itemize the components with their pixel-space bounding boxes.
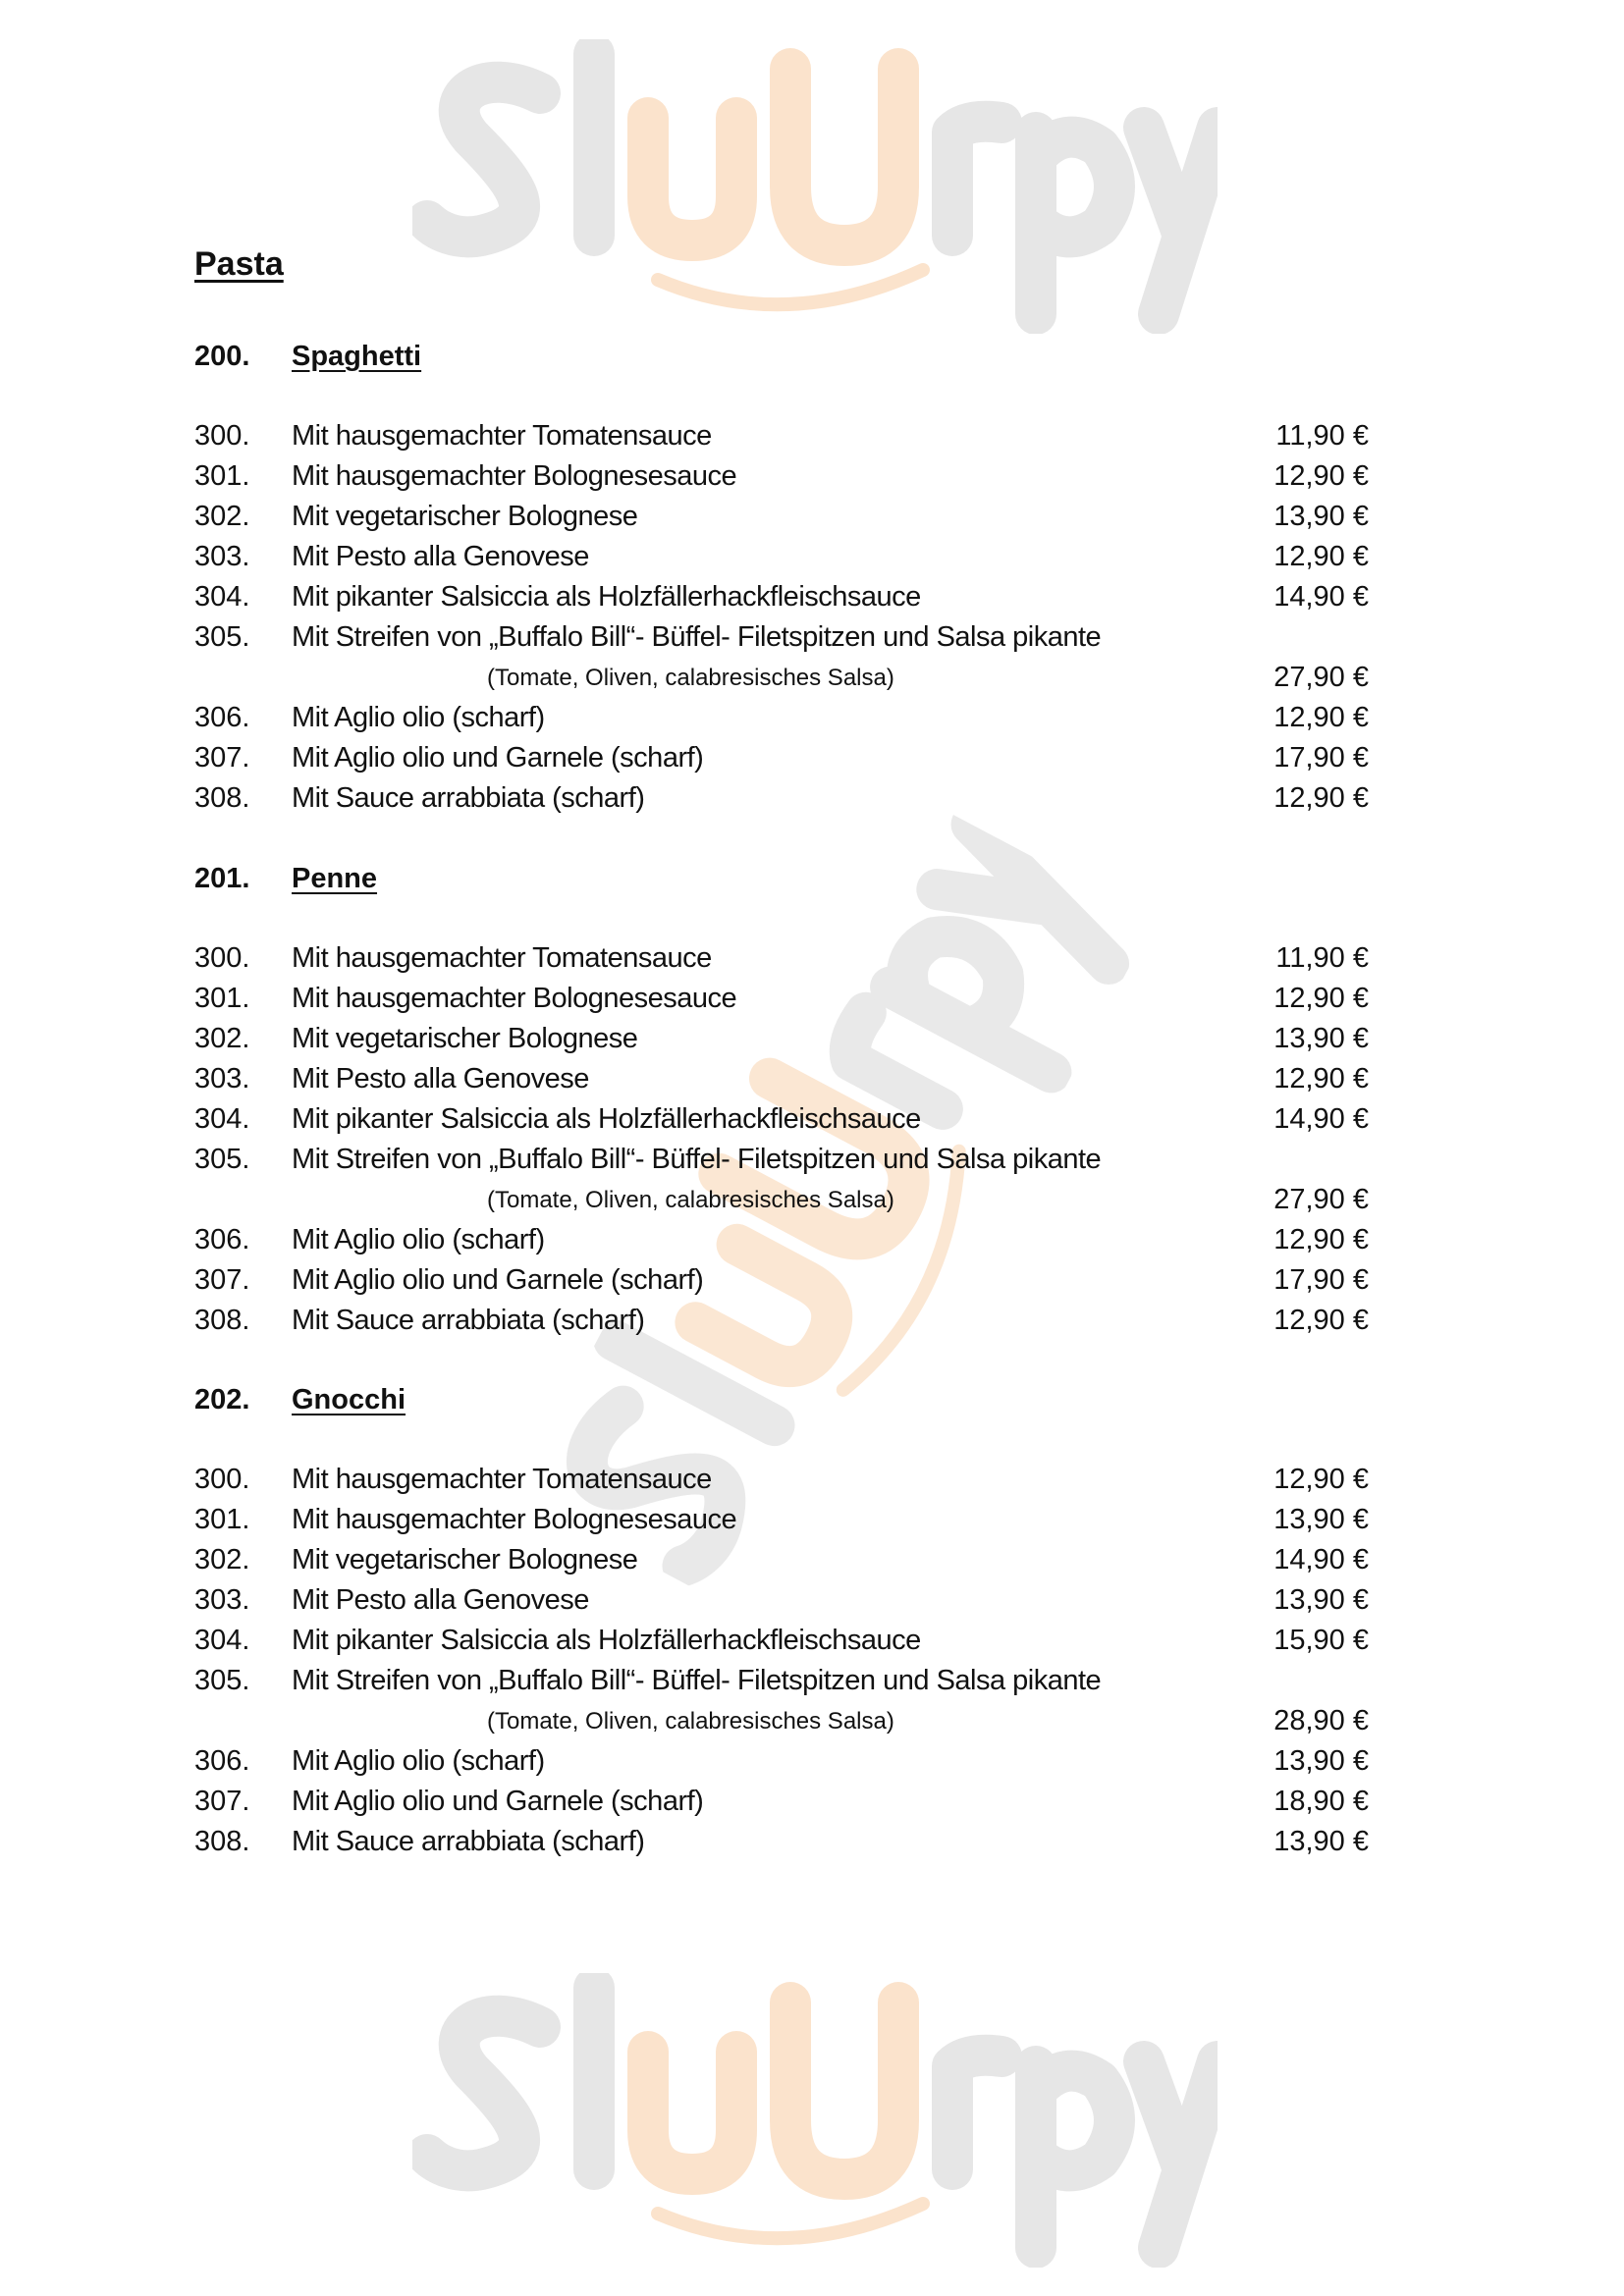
item-price: 12,90 € bbox=[1273, 460, 1369, 492]
item-price: 12,90 € bbox=[1273, 702, 1369, 733]
watermark-logo bbox=[412, 1973, 1218, 2268]
item-name: Mit vegetarischer Bolognese bbox=[292, 1023, 638, 1054]
item-name: Mit Sauce arrabbiata (scharf) bbox=[292, 782, 645, 814]
item-number: 307. bbox=[194, 1264, 250, 1296]
menu-section bbox=[194, 1380, 1369, 1862]
item-price: 14,90 € bbox=[1273, 581, 1369, 613]
item-price: 17,90 € bbox=[1273, 1264, 1369, 1296]
item-name: Mit Sauce arrabbiata (scharf) bbox=[292, 1305, 645, 1336]
item-number: 308. bbox=[194, 782, 250, 814]
item-number: 303. bbox=[194, 541, 250, 572]
menu-item bbox=[194, 938, 1369, 979]
menu-item bbox=[194, 617, 1369, 658]
section-name: Penne bbox=[292, 863, 378, 894]
menu-item bbox=[194, 1500, 1369, 1540]
menu-item bbox=[194, 698, 1369, 738]
item-number: 306. bbox=[194, 1745, 250, 1777]
menu-section bbox=[194, 859, 1369, 1341]
menu-item-note-row bbox=[194, 658, 1369, 698]
menu-item bbox=[194, 778, 1369, 819]
item-price: 12,90 € bbox=[1273, 541, 1369, 572]
item-number: 304. bbox=[194, 1103, 250, 1135]
item-price: 14,90 € bbox=[1273, 1544, 1369, 1575]
item-number: 305. bbox=[194, 621, 250, 653]
item-price: 28,90 € bbox=[1273, 1705, 1369, 1736]
item-number: 302. bbox=[194, 1544, 250, 1575]
menu-item bbox=[194, 1782, 1369, 1822]
item-price: 17,90 € bbox=[1273, 742, 1369, 774]
item-number: 305. bbox=[194, 1144, 250, 1175]
item-price: 13,90 € bbox=[1273, 1023, 1369, 1054]
menu-item bbox=[194, 416, 1369, 456]
item-name: Mit Pesto alla Genovese bbox=[292, 1063, 589, 1095]
item-name: Mit pikanter Salsiccia als Holzfällerhackfleischsauce bbox=[292, 1625, 921, 1656]
item-number: 303. bbox=[194, 1584, 250, 1616]
item-number: 304. bbox=[194, 1625, 250, 1656]
item-number: 304. bbox=[194, 581, 250, 613]
section-heading bbox=[194, 1380, 1369, 1420]
section-number: 201. bbox=[194, 863, 250, 894]
section-name: Spaghetti bbox=[292, 341, 422, 372]
item-name: Mit vegetarischer Bolognese bbox=[292, 1544, 638, 1575]
item-name: Mit Sauce arrabbiata (scharf) bbox=[292, 1826, 645, 1857]
menu-item bbox=[194, 497, 1369, 537]
menu-item bbox=[194, 1140, 1369, 1180]
menu-item bbox=[194, 577, 1369, 617]
menu-item bbox=[194, 1661, 1369, 1701]
item-price: 12,90 € bbox=[1273, 1464, 1369, 1495]
menu-item bbox=[194, 1822, 1369, 1862]
item-number: 300. bbox=[194, 420, 250, 452]
menu-item bbox=[194, 1621, 1369, 1661]
item-number: 300. bbox=[194, 1464, 250, 1495]
item-note: (Tomate, Oliven, calabresisches Salsa) bbox=[487, 665, 894, 691]
menu-item bbox=[194, 1540, 1369, 1580]
item-price: 12,90 € bbox=[1273, 983, 1369, 1014]
menu-item bbox=[194, 1460, 1369, 1500]
item-name: Mit hausgemachter Bolognesesauce bbox=[292, 983, 737, 1014]
item-number: 308. bbox=[194, 1826, 250, 1857]
item-price: 27,90 € bbox=[1273, 1184, 1369, 1215]
item-price: 13,90 € bbox=[1273, 501, 1369, 532]
menu-section bbox=[194, 337, 1369, 819]
item-number: 308. bbox=[194, 1305, 250, 1336]
item-name: Mit Aglio olio und Garnele (scharf) bbox=[292, 1786, 704, 1817]
item-number: 305. bbox=[194, 1665, 250, 1696]
item-price: 12,90 € bbox=[1273, 782, 1369, 814]
menu-item-note-row bbox=[194, 1180, 1369, 1220]
section-heading bbox=[194, 859, 1369, 899]
item-name: Mit Aglio olio und Garnele (scharf) bbox=[292, 742, 704, 774]
menu-item bbox=[194, 979, 1369, 1019]
item-price: 13,90 € bbox=[1273, 1504, 1369, 1535]
menu-item bbox=[194, 1099, 1369, 1140]
item-price: 13,90 € bbox=[1273, 1745, 1369, 1777]
item-note: (Tomate, Oliven, calabresisches Salsa) bbox=[487, 1708, 894, 1735]
item-number: 307. bbox=[194, 742, 250, 774]
item-number: 301. bbox=[194, 460, 250, 492]
section-name: Gnocchi bbox=[292, 1384, 406, 1415]
menu-item bbox=[194, 1059, 1369, 1099]
item-price: 12,90 € bbox=[1273, 1224, 1369, 1255]
menu-item bbox=[194, 1301, 1369, 1341]
item-name: Mit pikanter Salsiccia als Holzfällerhackfleischsauce bbox=[292, 1103, 921, 1135]
item-number: 306. bbox=[194, 1224, 250, 1255]
item-price: 27,90 € bbox=[1273, 662, 1369, 693]
item-name: Mit hausgemachter Tomatensauce bbox=[292, 420, 712, 452]
menu-item bbox=[194, 1580, 1369, 1621]
item-name: Mit hausgemachter Tomatensauce bbox=[292, 942, 712, 974]
item-name: Mit Pesto alla Genovese bbox=[292, 541, 589, 572]
item-price: 13,90 € bbox=[1273, 1826, 1369, 1857]
section-number: 202. bbox=[194, 1384, 250, 1415]
item-name: Mit hausgemachter Tomatensauce bbox=[292, 1464, 712, 1495]
item-number: 301. bbox=[194, 1504, 250, 1535]
item-name: Mit Pesto alla Genovese bbox=[292, 1584, 589, 1616]
menu-item bbox=[194, 1260, 1369, 1301]
item-number: 303. bbox=[194, 1063, 250, 1095]
item-name: Mit Streifen von „Buffalo Bill“- Büffel- Filetspitzen und Salsa pikante bbox=[292, 1144, 1102, 1175]
item-name: Mit hausgemachter Bolognesesauce bbox=[292, 460, 737, 492]
item-name: Mit Aglio olio und Garnele (scharf) bbox=[292, 1264, 704, 1296]
item-name: Mit pikanter Salsiccia als Holzfällerhackfleischsauce bbox=[292, 581, 921, 613]
item-price: 12,90 € bbox=[1273, 1305, 1369, 1336]
item-number: 307. bbox=[194, 1786, 250, 1817]
item-name: Mit vegetarischer Bolognese bbox=[292, 501, 638, 532]
menu-item bbox=[194, 537, 1369, 577]
item-name: Mit Streifen von „Buffalo Bill“- Büffel- Filetspitzen und Salsa pikante bbox=[292, 621, 1102, 653]
item-price: 14,90 € bbox=[1273, 1103, 1369, 1135]
watermark-logo bbox=[412, 39, 1218, 334]
menu-item bbox=[194, 456, 1369, 497]
item-name: Mit Streifen von „Buffalo Bill“- Büffel- Filetspitzen und Salsa pikante bbox=[292, 1665, 1102, 1696]
menu-item bbox=[194, 1220, 1369, 1260]
item-price: 11,90 € bbox=[1275, 942, 1369, 974]
item-name: Mit Aglio olio (scharf) bbox=[292, 702, 545, 733]
item-price: 12,90 € bbox=[1273, 1063, 1369, 1095]
item-number: 301. bbox=[194, 983, 250, 1014]
menu-item bbox=[194, 1741, 1369, 1782]
page-title: Pasta bbox=[194, 245, 284, 283]
item-number: 302. bbox=[194, 501, 250, 532]
item-name: Mit hausgemachter Bolognesesauce bbox=[292, 1504, 737, 1535]
item-price: 15,90 € bbox=[1273, 1625, 1369, 1656]
item-number: 306. bbox=[194, 702, 250, 733]
item-price: 18,90 € bbox=[1273, 1786, 1369, 1817]
menu-item bbox=[194, 738, 1369, 778]
item-name: Mit Aglio olio (scharf) bbox=[292, 1224, 545, 1255]
item-name: Mit Aglio olio (scharf) bbox=[292, 1745, 545, 1777]
item-number: 300. bbox=[194, 942, 250, 974]
item-price: 11,90 € bbox=[1275, 420, 1369, 452]
item-price: 13,90 € bbox=[1273, 1584, 1369, 1616]
section-number: 200. bbox=[194, 341, 250, 372]
section-heading bbox=[194, 337, 1369, 377]
menu-item-note-row bbox=[194, 1701, 1369, 1741]
item-note: (Tomate, Oliven, calabresisches Salsa) bbox=[487, 1187, 894, 1213]
item-number: 302. bbox=[194, 1023, 250, 1054]
menu-item bbox=[194, 1019, 1369, 1059]
